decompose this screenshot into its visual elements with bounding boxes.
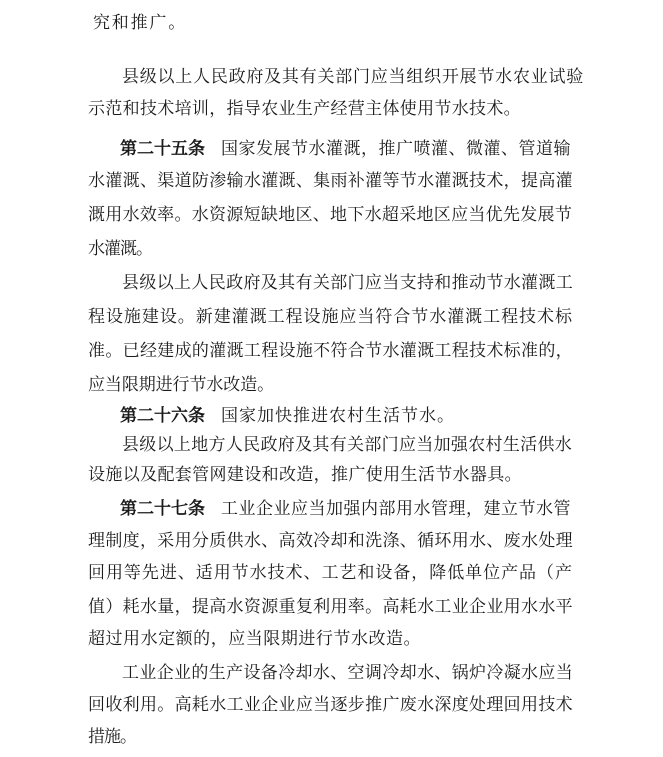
paragraph-line xyxy=(88,92,663,126)
paragraph-line xyxy=(88,368,663,402)
line-text: 值）耗水量，提高水资源重复利用率。高耗水工业企业用水水平 xyxy=(88,597,573,617)
paragraph-line xyxy=(93,6,663,40)
paragraph-line xyxy=(88,334,663,368)
line-text: 理制度，采用分质供水、高效冷却和洗涤、循环用水、废水处理 xyxy=(88,531,573,551)
paragraph-line xyxy=(88,458,663,492)
paragraph-line xyxy=(122,60,663,94)
paragraph-line xyxy=(122,656,663,690)
article-number: 第二十六条 xyxy=(120,406,205,426)
line-text: 国家发展节水灌溉，推广喷灌、微灌、管道输 xyxy=(221,139,571,159)
line-text: 措施。 xyxy=(88,727,136,747)
line-text: 回用等先进、适用节水技术、工艺和设备，降低单位产品（产 xyxy=(88,563,573,583)
line-text: 水灌溉、渠道防渗输水灌溉、集雨补灌等节水灌溉技术，提高灌 xyxy=(88,171,573,191)
line-text: 县级以上人民政府及其有关部门应当支持和推动节水灌溉工 xyxy=(122,273,574,293)
paragraph-line xyxy=(122,266,663,300)
line-text: 县级以上人民政府及其有关部门应当组织开展节水农业试验 xyxy=(122,67,585,87)
line-text: 国家加快推进农村生活节水。 xyxy=(221,406,455,426)
line-text: 超过用水定额的，应当限期进行节水改造。 xyxy=(88,629,422,649)
paragraph-line xyxy=(122,428,663,462)
line-text: 溉用水效率。水资源短缺地区、地下水超采地区应当优先发展节 xyxy=(88,205,573,225)
paragraph-line xyxy=(88,198,663,232)
line-text: 回收利用。高耗水工业企业应当逐步推广废水深度处理回用技术 xyxy=(88,695,573,715)
line-text: 工业企业应当加强内部用水管理，建立节水管 xyxy=(221,499,571,519)
line-text: 水灌溉。 xyxy=(88,239,152,259)
article-heading-line xyxy=(120,492,663,526)
paragraph-line xyxy=(88,556,663,590)
paragraph-line xyxy=(88,590,663,624)
line-text: 究和推广。 xyxy=(93,13,187,33)
line-text: 县级以上地方人民政府及其有关部门应当加强农村生活供水 xyxy=(122,435,573,455)
line-text: 程设施建设。新建灌溉工程设施应当符合节水灌溉工程技术标 xyxy=(88,307,573,327)
line-text: 准。已经建成的灌溉工程设施不符合节水灌溉工程技术标准的， xyxy=(88,341,573,361)
article-heading-line xyxy=(120,132,663,166)
paragraph-line xyxy=(88,524,663,558)
article-number: 第二十五条 xyxy=(120,139,205,159)
line-text: 示范和技术培训，指导农业生产经营主体使用节水技术。 xyxy=(88,99,521,119)
paragraph-line xyxy=(88,622,663,656)
paragraph-line xyxy=(88,300,663,334)
line-text: 工业企业的生产设备冷却水、空调冷却水、锅炉冷凝水应当 xyxy=(122,663,574,683)
line-text: 应当限期进行节水改造。 xyxy=(88,375,275,395)
article-number: 第二十七条 xyxy=(120,499,205,519)
paragraph-line xyxy=(88,720,663,754)
paragraph-line xyxy=(88,232,663,266)
line-text: 设施以及配套管网建设和改造，推广使用生活节水器具。 xyxy=(88,465,522,485)
paragraph-line xyxy=(88,688,663,722)
paragraph-line xyxy=(88,164,663,198)
